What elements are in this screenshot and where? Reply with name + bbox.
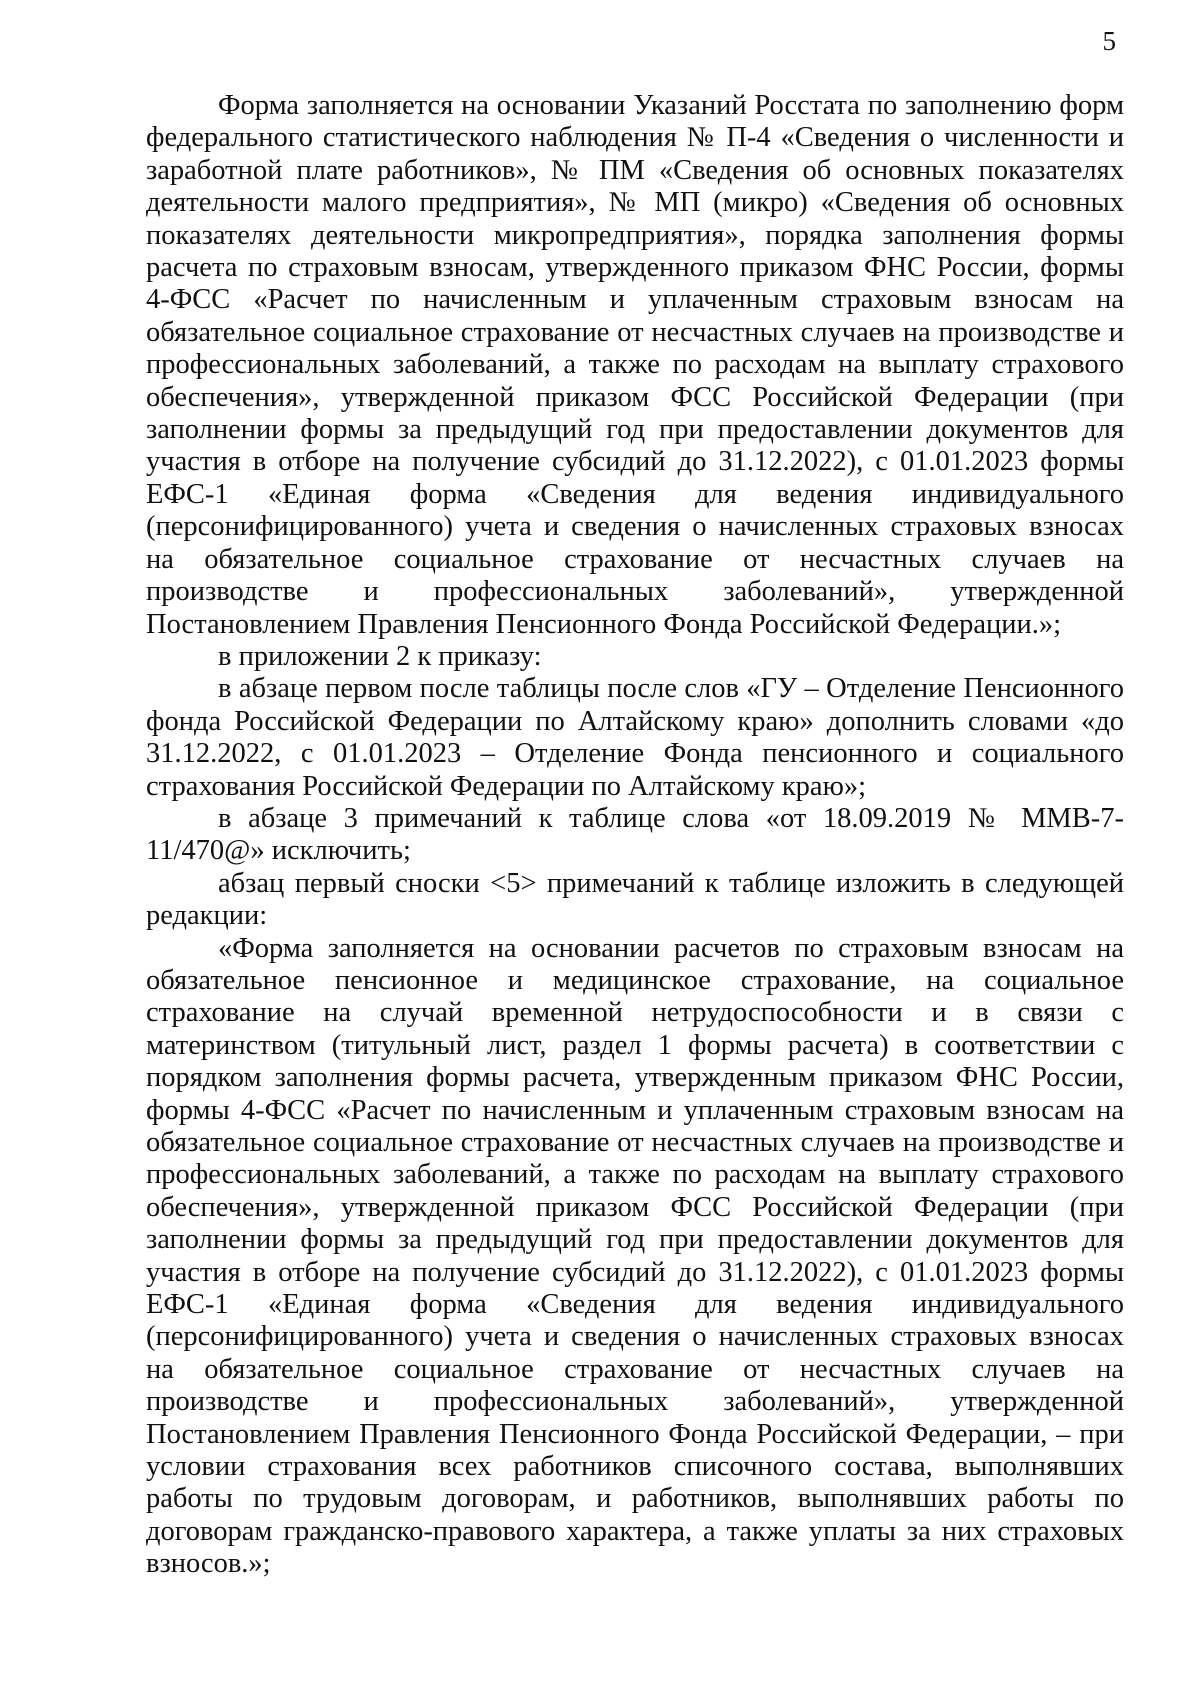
paragraph-appendix-2: в приложении 2 к приказу: — [218, 640, 542, 672]
paragraph-note-3: в абзаце 3 примечаний к таблице слова «от 18.09.2019 № ММВ-7-11/470@» исключить; — [146, 802, 1124, 867]
page-number: 5 — [1102, 26, 1116, 56]
paragraph-new-wording: «Форма заполняется на основании расчетов по страховым взносам на обязательное пенсионное и медицинское страхование, на социальное страхование на случай временной нетрудоспособности и в связи с материнством (титульный лист, раздел 1 формы расчета) в соответствии с порядком заполнения формы расчета, утвержденным приказом ФНС России, формы 4-ФСС «Расчет по начисленным и уплаченным страховым взносам на обязательное социальное страхование от несчастных случаев на производстве и профессиональных заболеваний, а также по расходам на выплату страхового обеспечения», утвержденной приказом ФСС Российской Федерации (при заполнении формы за предыдущий год при предоставлении документов для участия в отборе на получение субсидий до 31.12.2022), с 01.01.2023 формы ЕФС-1 «Единая форма «Сведения для ведения индивидуального (персонифицированного) учета и сведения о начисленных страховых взносах на обязательное социальное страхование от несчастных случаев на производстве и профессиональных заболеваний», утвержденной Постановлением Правления Пенсионного Фонда Российской Федерации, – при условии страхования всех работников списочного состава, выполнявших работы по трудовым договорам, и работников, выполнявших работы по договорам гражданско-правового характера, а также уплаты за них страховых взносов.»; — [146, 932, 1124, 1580]
paragraph-footnote-5: абзац первый сноски <5> примечаний к таблице изложить в следующей редакции: — [146, 867, 1124, 932]
paragraph-form-filling-basis: Форма заполняется на основании Указаний Росстата по заполнению форм федерального статистического наблюдения № П-4 «Сведения о численности и заработной плате работников», № ПМ «Сведения об основных показателях деятельности малого предприятия», № МП (микро) «Сведения об основных показателях деятельности микропредприятия», порядка заполнения формы расчета по страховым взносам, утвержденного приказом ФНС России, формы 4-ФСС «Расчет по начисленным и уплаченным страховым взносам на обязательное социальное страхование от несчастных случаев на производстве и профессиональных заболеваний, а также по расходам на выплату страхового обеспечения», утвержденной приказом ФСС Российской Федерации (при заполнении формы за предыдущий год при предоставлении документов для участия в отборе на получение субсидий до 31.12.2022), с 01.01.2023 формы ЕФС-1 «Единая форма «Сведения для ведения индивидуального (персонифицированного) учета и сведения о начисленных страховых взносах на обязательное социальное страхование от несчастных случаев на производстве и профессиональных заболеваний», утвержденной Постановлением Правления Пенсионного Фонда Российской Федерации.»; — [146, 90, 1124, 640]
paragraph-first-after-table: в абзаце первом после таблицы после слов «ГУ – Отделение Пенсионного фонда Российской Федерации по Алтайскому краю» дополнить словами «до 31.12.2022, с 01.01.2023 – Отделение Фонда пенсионного и социального страхования Российской Федерации по Алтайскому краю»; — [146, 673, 1124, 802]
document-body — [146, 90, 1124, 1581]
